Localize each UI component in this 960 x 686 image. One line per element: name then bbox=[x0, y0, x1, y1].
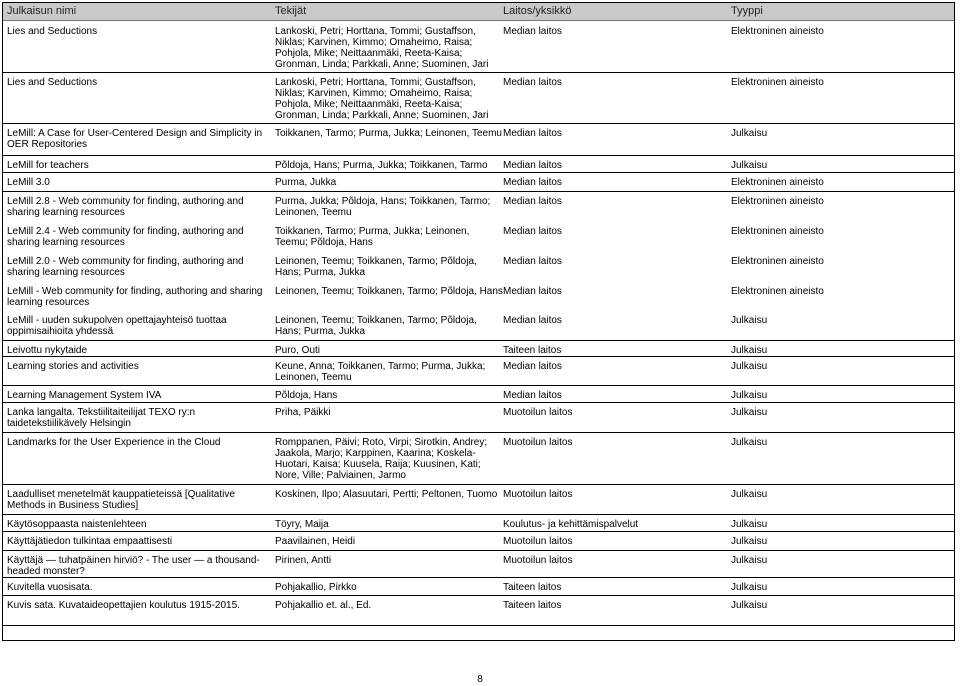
table-row bbox=[3, 484, 954, 515]
table-header bbox=[3, 3, 954, 21]
cell-type: Julkaisu bbox=[731, 489, 768, 500]
cell-title: Leivottu nykytaide bbox=[7, 345, 88, 356]
cell-title: LeMill 2.0 - Web community for finding, authoring and sharing learning resources bbox=[7, 256, 244, 278]
cell-title: Käytösoppaasta naistenlehteen bbox=[7, 519, 147, 530]
cell-unit: Median laitos bbox=[503, 315, 562, 326]
cell-type: Elektroninen aineisto bbox=[731, 286, 824, 297]
cell-type: Julkaisu bbox=[731, 407, 768, 418]
cell-unit: Muotoilun laitos bbox=[503, 536, 573, 547]
cell-title: LeMill 3.0 bbox=[7, 177, 50, 188]
cell-title: Käyttäjä — tuhatpäinen hirviö? - The user — a thousand-headed monster? bbox=[7, 555, 260, 577]
cell-type: Julkaisu bbox=[731, 519, 768, 530]
cell-authors: Pirinen, Antti bbox=[275, 555, 332, 566]
table-row bbox=[3, 577, 954, 596]
cell-authors: Pohjakallio et. al., Ed. bbox=[275, 600, 372, 611]
table-row bbox=[3, 340, 954, 357]
cell-unit: Median laitos bbox=[503, 160, 562, 171]
cell-title: LeMill 2.4 - Web community for finding, authoring and sharing learning resources bbox=[7, 226, 244, 248]
header-type: Tyyppi bbox=[731, 5, 763, 17]
cell-authors: Pohjakallio, Pirkko bbox=[275, 582, 357, 593]
cell-title: Landmarks for the User Experience in the Cloud bbox=[7, 437, 221, 448]
cell-unit: Muotoilun laitos bbox=[503, 489, 573, 500]
cell-authors: Priha, Päikki bbox=[275, 407, 331, 418]
publications-table bbox=[2, 2, 955, 641]
header-title: Julkaisun nimi bbox=[7, 5, 77, 17]
table-row bbox=[3, 550, 954, 578]
header-unit: Laitos/yksikkö bbox=[503, 5, 572, 17]
cell-authors: Lankoski, Petri; Horttana, Tommi; Gustaffson, Niklas; Karvinen, Kimmo; Omaheimo, Raisa; Pohjola, Mike; Neittaanmäki, Reeta-Kaisa; Gronman, Linda; Parkkali, Anne; Suominen, Jari bbox=[275, 26, 489, 70]
cell-type: Elektroninen aineisto bbox=[731, 196, 824, 207]
cell-type: Julkaisu bbox=[731, 437, 768, 448]
cell-authors: Keune, Anna; Toikkanen, Tarmo; Purma, Jukka; Leinonen, Teemu bbox=[275, 361, 486, 383]
table-row bbox=[3, 531, 954, 551]
cell-authors: Põldoja, Hans bbox=[275, 390, 338, 401]
table-row bbox=[3, 251, 954, 281]
table-row bbox=[3, 172, 954, 192]
cell-title: LeMill 2.8 - Web community for finding, authoring and sharing learning resources bbox=[7, 196, 244, 218]
cell-unit: Median laitos bbox=[503, 226, 562, 237]
cell-title: Learning Management System IVA bbox=[7, 390, 162, 401]
cell-type: Elektroninen aineisto bbox=[731, 26, 824, 37]
table-row bbox=[3, 310, 954, 341]
cell-unit: Median laitos bbox=[503, 177, 562, 188]
cell-authors: Leinonen, Teemu; Toikkanen, Tarmo; Põldoja, Hans; Purma, Jukka bbox=[275, 256, 477, 278]
cell-authors: Toikkanen, Tarmo; Purma, Jukka; Leinonen, Teemu; Põldoja, Hans bbox=[275, 226, 470, 248]
table-row bbox=[3, 21, 954, 73]
cell-unit: Taiteen laitos bbox=[503, 582, 562, 593]
cell-authors: Lankoski, Petri; Horttana, Tommi; Gustaffson, Niklas; Karvinen, Kimmo; Omaheimo, Raisa; Pohjola, Mike; Neittaanmäki, Reeta-Kaisa; Gronman, Linda; Parkkali, Anne; Suominen, Jari bbox=[275, 77, 489, 121]
cell-type: Julkaisu bbox=[731, 128, 768, 139]
cell-unit: Koulutus- ja kehittämispalvelut bbox=[503, 519, 639, 530]
cell-unit: Median laitos bbox=[503, 196, 562, 207]
cell-unit: Muotoilun laitos bbox=[503, 555, 573, 566]
cell-unit: Median laitos bbox=[503, 256, 562, 267]
cell-title: Kuvis sata. Kuvataideopettajien koulutus 1915-2015. bbox=[7, 600, 240, 611]
cell-type: Julkaisu bbox=[731, 160, 768, 171]
cell-title: LeMill for teachers bbox=[7, 160, 89, 171]
table-row bbox=[3, 356, 954, 386]
cell-title: Lanka langalta. Tekstiilitaiteilijat TEXO ry:n taidetekstiilikävely Helsingin bbox=[7, 407, 196, 429]
cell-unit: Median laitos bbox=[503, 26, 562, 37]
cell-type: Julkaisu bbox=[731, 555, 768, 566]
cell-unit: Taiteen laitos bbox=[503, 345, 562, 356]
cell-type: Julkaisu bbox=[731, 345, 768, 356]
table-row bbox=[3, 402, 954, 433]
cell-title: Lies and Seductions bbox=[7, 26, 98, 37]
page-number: 8 bbox=[477, 674, 483, 685]
cell-type: Elektroninen aineisto bbox=[731, 226, 824, 237]
cell-unit: Muotoilun laitos bbox=[503, 407, 573, 418]
cell-type: Julkaisu bbox=[731, 315, 768, 326]
cell-unit: Muotoilun laitos bbox=[503, 437, 573, 448]
cell-type: Elektroninen aineisto bbox=[731, 256, 824, 267]
cell-unit: Median laitos bbox=[503, 128, 562, 139]
cell-authors: Purma, Jukka bbox=[275, 177, 337, 188]
cell-type: Julkaisu bbox=[731, 600, 768, 611]
cell-unit: Median laitos bbox=[503, 361, 562, 372]
cell-unit: Taiteen laitos bbox=[503, 600, 562, 611]
table-row bbox=[3, 514, 954, 532]
cell-authors: Purma, Jukka; Põldoja, Hans; Toikkanen, Tarmo; Leinonen, Teemu bbox=[275, 196, 491, 218]
table-row bbox=[3, 432, 954, 485]
cell-title: Kuvitella vuosisata. bbox=[7, 582, 93, 593]
table-row bbox=[3, 72, 954, 124]
cell-unit: Median laitos bbox=[503, 390, 562, 401]
cell-type: Julkaisu bbox=[731, 361, 768, 372]
cell-authors: Töyry, Maija bbox=[275, 519, 329, 530]
table-row bbox=[3, 123, 954, 156]
cell-title: Käyttäjätiedon tulkintaa empaattisesti bbox=[7, 536, 173, 547]
table-row bbox=[3, 155, 954, 173]
cell-authors: Leinonen, Teemu; Toikkanen, Tarmo; Põldoja, Hans; Purma, Jukka bbox=[275, 315, 477, 337]
cell-title: Laadulliset menetelmät kauppatieteissä [Qualitative Methods in Business Studies] bbox=[7, 489, 235, 511]
cell-type: Julkaisu bbox=[731, 582, 768, 593]
cell-authors: Leinonen, Teemu; Toikkanen, Tarmo; Põldoja, Hans bbox=[275, 286, 503, 297]
cell-type: Elektroninen aineisto bbox=[731, 77, 824, 88]
cell-type: Elektroninen aineisto bbox=[731, 177, 824, 188]
table-row bbox=[3, 221, 954, 251]
cell-title: Learning stories and activities bbox=[7, 361, 139, 372]
cell-title: LeMill - uuden sukupolven opettajayhteisö tuottaa oppimisaihioita yhdessä bbox=[7, 315, 227, 337]
cell-authors: Puro, Outi bbox=[275, 345, 321, 356]
table-row bbox=[3, 191, 954, 221]
table-row bbox=[3, 281, 954, 310]
header-authors: Tekijät bbox=[275, 5, 307, 17]
table-row bbox=[3, 385, 954, 403]
table-row bbox=[3, 595, 954, 626]
cell-title: Lies and Seductions bbox=[7, 77, 98, 88]
cell-type: Julkaisu bbox=[731, 536, 768, 547]
cell-title: LeMill: A Case for User-Centered Design and Simplicity in OER Repositories bbox=[7, 128, 263, 150]
cell-authors: Põldoja, Hans; Purma, Jukka; Toikkanen, Tarmo bbox=[275, 160, 488, 171]
cell-authors: Koskinen, Ilpo; Alasuutari, Pertti; Peltonen, Tuomo bbox=[275, 489, 498, 500]
cell-authors: Romppanen, Päivi; Roto, Virpi; Sirotkin, Andrey; Jaakola, Marjo; Karppinen, Kaarina; Koskela-Huotari, Kaisa; Kuusela, Raija; Kuusinen, Kati; Nore, Ville; Palviainen, Jarmo bbox=[275, 437, 488, 481]
cell-authors: Paavilainen, Heidi bbox=[275, 536, 356, 547]
cell-title: LeMill - Web community for finding, authoring and sharing learning resources bbox=[7, 286, 263, 308]
cell-type: Julkaisu bbox=[731, 390, 768, 401]
cell-authors: Toikkanen, Tarmo; Purma, Jukka; Leinonen, Teemu bbox=[275, 128, 502, 139]
cell-unit: Median laitos bbox=[503, 77, 562, 88]
cell-unit: Median laitos bbox=[503, 286, 562, 297]
